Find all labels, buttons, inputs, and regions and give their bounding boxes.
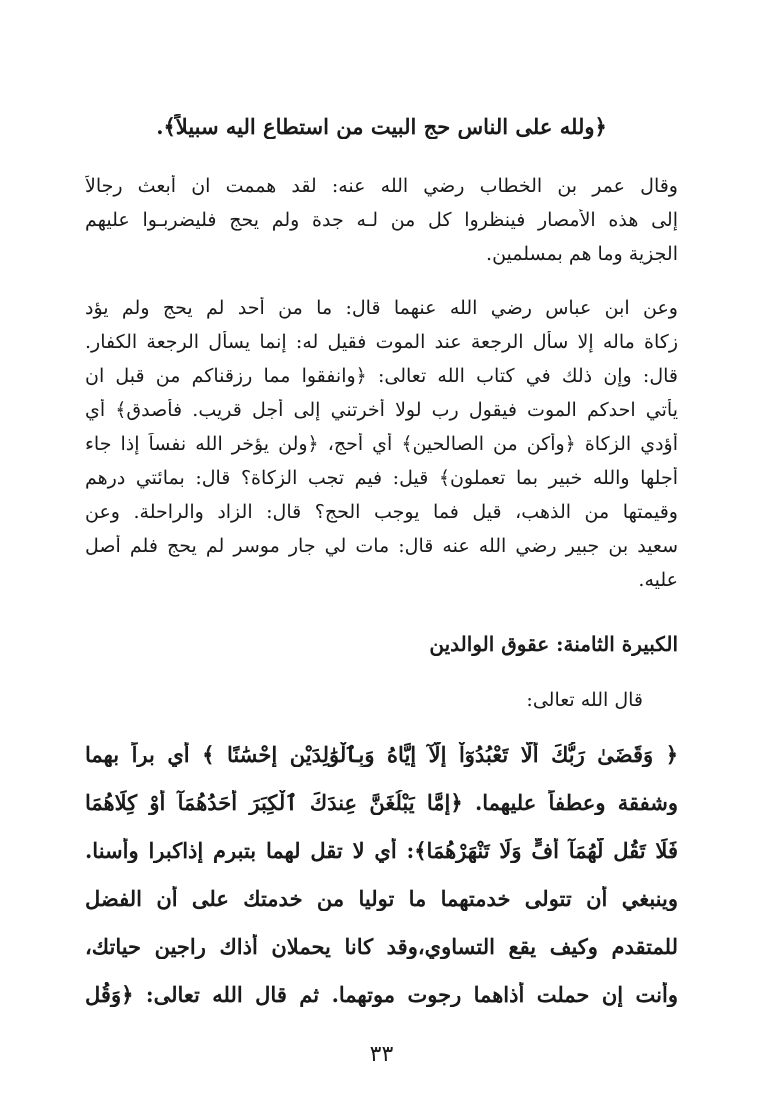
text-line: وعن ابن عباس رضي الله عنهما قال: ما من أحد لم يحج ولم يؤد [85, 297, 678, 319]
text-line: وقيمتها من الذهب، قيل فما يوجب الحج؟ قال: الزاد والراحلة. وعن [85, 501, 678, 523]
text-line: عليه. [638, 569, 678, 591]
intro-text: قال الله تعالى: [526, 689, 643, 711]
text-line: سعيد بن جبير رضي الله عنه قال: مات لي جار موسر لم يحج فلم أصل [85, 535, 678, 557]
text-line: يأتي احدكم الموت فيقول رب لولا أخرتني إلى أجل قريب. فأصدق﴾ أي [85, 399, 678, 421]
text-line: ﴿ وَقَضَىٰ رَبُّكَ أَلَّا تَعْبُدُوٓاْ إِلَّآ إِيَّاهُ وَبِٱلْوَٰلِدَيْنِ إِحْسَٰنًا ﴾ أي براً بهما [85, 742, 678, 767]
text-line: الجزية وما هم بمسلمين. [486, 243, 678, 265]
text-line: قال: وإن ذلك في كتاب الله تعالى: ﴿وانفقوا مما رزقناكم من قبل ان [85, 365, 678, 387]
text-line: أؤدي الزكاة ﴿وأكن من الصالحين﴾ أي أحج، ﴿ولن يؤخر الله نفساً إذا جاء [85, 433, 678, 455]
section-title: الكبيرة الثامنة: عقوق الوالدين [429, 632, 678, 656]
text-line: وينبغي أن تتولى خدمتهما ما توليا من خدمتك على أن الفضل [85, 886, 678, 911]
page-heading-verse: ﴿ولله على الناس حج البيت من استطاع اليه سبيلاً﴾. [156, 114, 607, 139]
text-line: أجلها والله خبير بما تعملون﴾ قيل: فيم تجب الزكاة؟ قال: بمائتي درهم [85, 467, 678, 489]
text-line: وشفقة وعطفاً عليهما. ﴿إِمَّا يَبْلُغَنَّ عِندَكَ ٱلْكِبَرَ أَحَدُهُمَآ أَوْ كِلَاهُمَا [85, 790, 678, 815]
text-line: فَلَا تَقُل لَّهُمَآ أُفٍّ وَلَا تَنْهَرْهُمَا﴾: أي لا تقل لهما بتبرم إذاكبرا وأسنا. [85, 838, 678, 863]
text-line: زكاة ماله إلا سأل الرجعة عند الموت فقيل له: إنما يسأل الرجعة الكفار. [85, 331, 678, 353]
text-line: إلى هذه الأمصار فينظروا كل من لـه جدة ولم يحج فليضربـوا عليهم [85, 209, 678, 231]
text-line: وقال عمر بن الخطاب رضي الله عنه: لقد هممت ان أبعث رجالاً [85, 175, 678, 197]
text-line: للمتقدم وكيف يقع التساوي،وقد كانا يحملان أذاك راجين حياتك، [85, 934, 678, 959]
text-line: وأنت إن حملت أذاهما رجوت موتهما. ثم قال الله تعالى: ﴿وَقُل [85, 982, 678, 1007]
page-number: ٣٣ [369, 1042, 394, 1067]
